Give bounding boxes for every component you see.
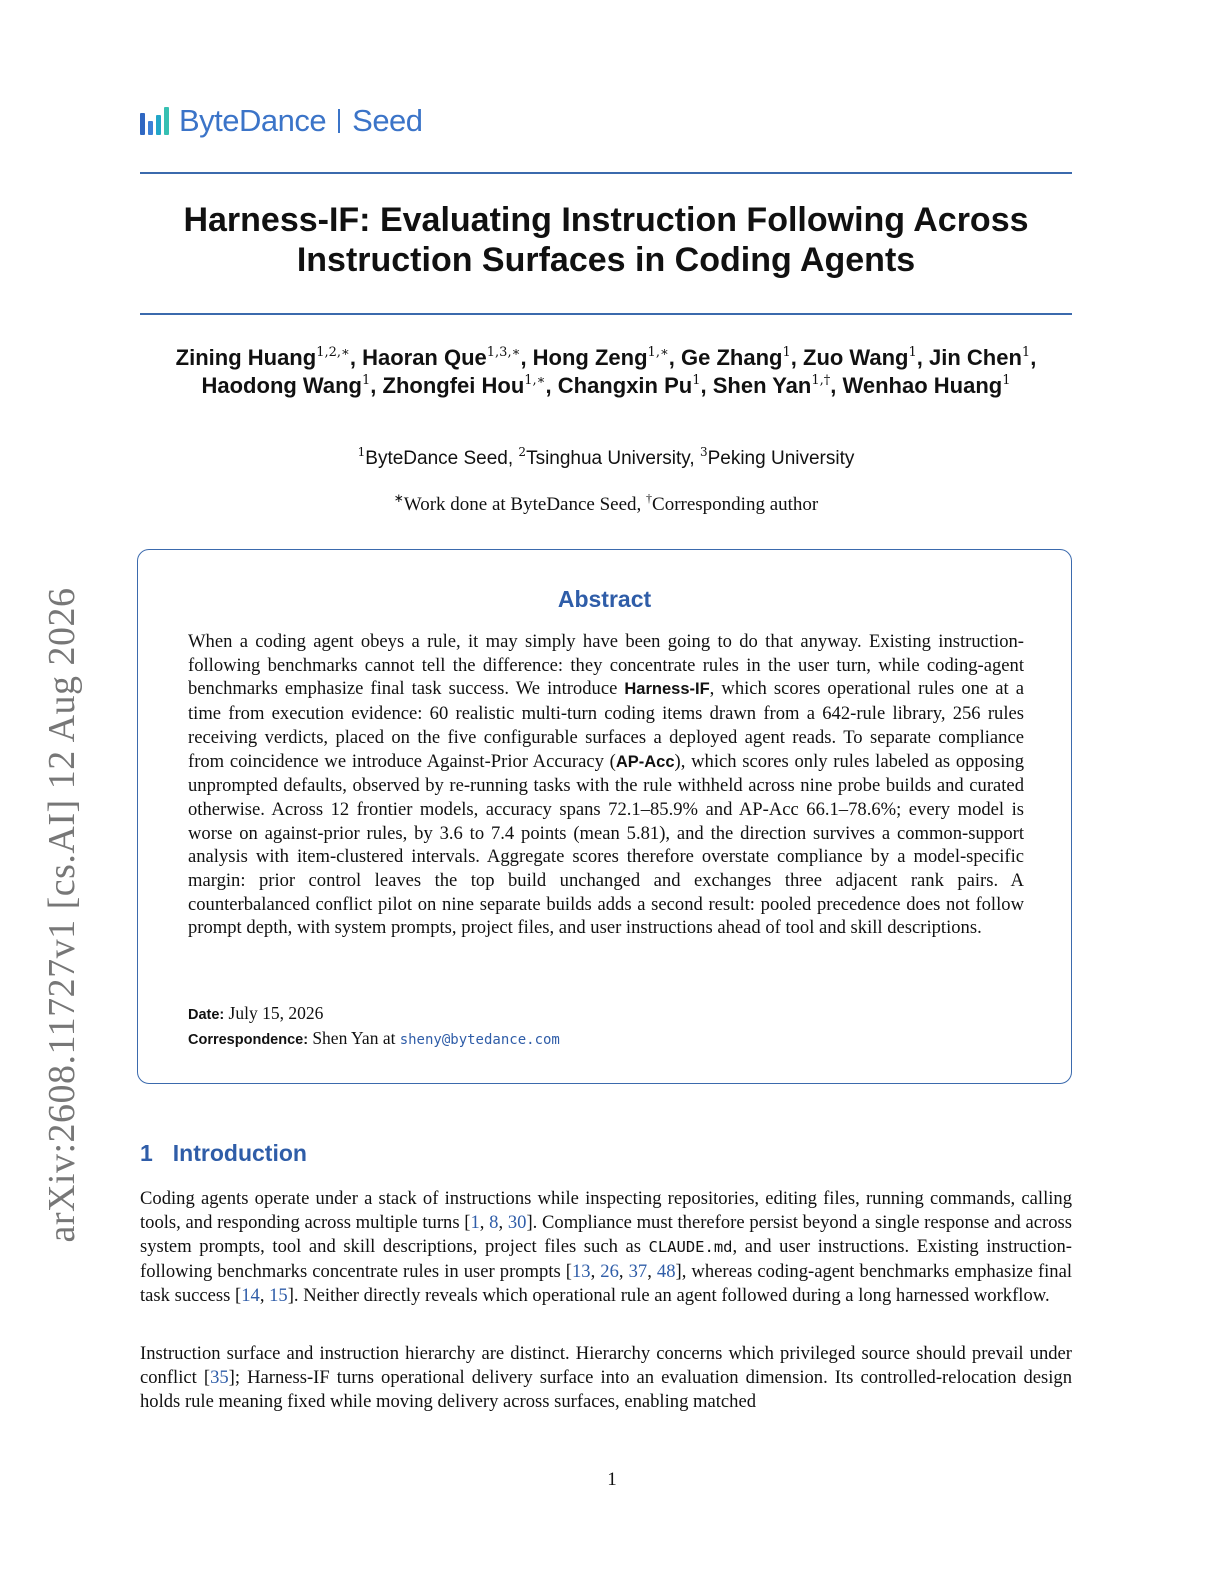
author-name: Jin Chen [929, 345, 1022, 370]
author-note [646, 491, 819, 515]
author [383, 373, 546, 398]
page-number: 1 [607, 1469, 617, 1490]
date-row [188, 1002, 560, 1027]
author-name: Haodong Wang [201, 373, 362, 398]
inline-code: CLAUDE.md [648, 1237, 733, 1256]
title-divider [140, 313, 1072, 315]
author [558, 373, 701, 398]
paragraph-text: , [259, 1284, 270, 1306]
title-line: Harness-IF: Evaluating Instruction Following Across [183, 201, 1029, 239]
note-text: Work done at ByteDance Seed [403, 494, 637, 515]
citation-link[interactable]: 13 [571, 1260, 591, 1282]
affiliation [699, 445, 855, 469]
paragraph-text: ]; Harness-IF turns operational delivery surface into an evaluation dimension. Its controlled-relocation design holds rule meaning fixed while moving delivery across surfaces, enabling matched [140, 1366, 1072, 1412]
abstract-text-part: When a coding agent obeys a rule, it may simply have been going to do that anyway. Existing instruction-following benchmarks cannot tell the difference: they concentrate rules in the user turn, while coding-agent benchmarks emphasize final task success. We introduce [188, 631, 1024, 700]
author [202, 373, 371, 398]
section-number: 1 [140, 1140, 153, 1166]
author-affiliation-mark: 1,∗ [524, 373, 546, 388]
author-affiliation-mark: 1 [362, 373, 371, 388]
paragraph-text: ]. Compliance must therefore persist beyond a single response and across system prompts, tool and skill descriptions, project files such as [140, 1211, 1073, 1257]
author-list: Zining Huang$^{1,2,∗}$, Haoran Que$^{1,3,∗}$, Hong Zeng$^{1,∗}$, Ge Zhang$^1$, Zuo Wang$^1$, Jin Chen$^1$, Haodong Wang$^1$, Zhongfei Hou$^{1,∗}$, Changxin Pu$^1$, Shen Yan$^{1,\dagger}$, Wenhao Huang$^1$ [175, 345, 1037, 398]
logo-separator [338, 109, 340, 133]
author [929, 345, 1030, 370]
affiliation [357, 445, 508, 469]
date-value: July 15, 2026 [228, 1003, 324, 1023]
citation-link[interactable]: 1 [470, 1211, 480, 1233]
author-affiliation-mark: 1 [1021, 345, 1031, 360]
harness-if-keyword: Harness-IF [624, 680, 710, 699]
affiliation-mark: 3 [699, 445, 708, 459]
author [681, 345, 791, 370]
author [176, 345, 350, 370]
affiliation-list: $^1$ByteDance Seed, $^2$Tsinghua University, $^3$Peking University [357, 445, 855, 469]
citation-link[interactable]: 48 [656, 1260, 676, 1282]
author [713, 373, 831, 398]
correspondence-email-link[interactable]: sheny@bytedance.com [399, 1032, 560, 1048]
date-label: Date: [188, 1007, 225, 1023]
correspondence-row [188, 1027, 560, 1052]
affiliation-name: ByteDance Seed [365, 448, 508, 469]
ap-acc-keyword: AP-Acc [615, 752, 675, 771]
author-name: Haoran Que [362, 345, 487, 370]
intro-paragraph-1 [140, 1187, 1072, 1308]
intro-paragraph-2 [140, 1342, 1072, 1414]
logo-division: Seed [352, 103, 423, 138]
author-affiliation-mark: 1,2,∗ [316, 345, 350, 360]
author-affiliation-mark: 1,3,∗ [486, 345, 521, 360]
paragraph-text: , [590, 1260, 601, 1282]
author-affiliation-mark: 1 [908, 345, 917, 360]
paragraph-text: Instruction surface and instruction hierarchy are distinct. Hierarchy concerns which privileged source should prevail under conflict [ [140, 1343, 1072, 1388]
author-name: Zuo Wang [803, 345, 909, 370]
top-divider [140, 172, 1072, 174]
author [843, 373, 1011, 398]
affiliation-mark: 2 [518, 445, 527, 459]
author-affiliation-mark: 1,† [811, 373, 831, 388]
affiliation-name: Tsinghua University [526, 448, 690, 469]
paragraph-text: , [498, 1211, 508, 1233]
logo-bars-icon [140, 107, 169, 135]
correspondence-label: Correspondence: [188, 1032, 309, 1048]
paragraph-text: , [618, 1260, 629, 1282]
author-name: Hong Zeng [532, 345, 648, 370]
logo-brand: ByteDance [179, 103, 327, 138]
citation-link[interactable]: 30 [507, 1211, 527, 1233]
abstract-heading: Abstract [557, 586, 652, 612]
affiliation-mark: 1 [357, 445, 366, 459]
citation-link[interactable]: 35 [210, 1366, 229, 1388]
arxiv-identifier: arXiv:2608.11727v1 [cs.AI] 12 Aug 2026 [41, 587, 83, 1243]
author-affiliation-mark: 1,∗ [647, 345, 669, 360]
section-title: Introduction [172, 1140, 307, 1166]
affiliation [518, 445, 690, 469]
abstract-text-part: ), which scores only rules labeled as opposing unprompted defaults, observed by re-running tasks with the rule withheld across nine probe builds and curated otherwise. Across 12 frontier models, accuracy spans 72.1–85.9% and AP-Acc 66.1–78.6%; every model is worse on against-prior rules, by 3.6 to 7.4 points (mean 5.81), and the direction survives a common-support analysis with item-clustered intervals. Aggregate scores therefore overstate compliance by a model-specific margin: prior control leaves the top build unchanged and exchanges three adjacent rank pairs. A counterbalanced conflict pilot on nine separate builds adds a second result: pooled precedence does not follow prompt depth, with system prompts, project files, and user instructions ahead of tool and skill descriptions. [188, 750, 1024, 939]
author-name: Ge Zhang [681, 345, 783, 370]
correspondence-text: Shen Yan at [312, 1028, 396, 1048]
citation-link[interactable]: 8 [489, 1211, 499, 1233]
abstract-text-part: , which scores operational rules one at a time from execution evidence: 60 realistic multi-turn coding items drawn from a 642-rule library, 256 rules receiving verdicts, placed on the five configurable surfaces a deployed agent reads. To separate compliance from coincidence we introduce Against-Prior Accuracy ( [188, 678, 1024, 772]
paragraph-text: ], whereas coding-agent benchmarks emphasize final task success [ [140, 1260, 1073, 1306]
author-notes: ∗Work done at ByteDance Seed, †Corresponding author [393, 491, 819, 515]
abstract-box [137, 549, 1072, 1084]
paper-title [140, 200, 1072, 280]
paragraph-text: ]. Neither directly reveals which operational rule an agent followed during a long harnessed workflow. [287, 1284, 1050, 1306]
note-mark: ∗ [393, 491, 404, 505]
paragraph-text: , [479, 1211, 490, 1233]
citation-link[interactable]: 37 [628, 1260, 648, 1282]
paragraph-text: , and user instructions. Existing instruction-following benchmarks concentrate rules in user prompts [ [140, 1235, 1072, 1282]
citation-link[interactable]: 26 [600, 1260, 619, 1282]
note-mark: † [646, 491, 653, 505]
author-name: Zining Huang [175, 345, 317, 370]
paragraph-text: Coding agents operate under a stack of instructions while inspecting repositories, editing files, running commands, calling tools, and responding across multiple turns [ [140, 1188, 1072, 1233]
author-name: Shen Yan [712, 373, 812, 398]
abstract-text [188, 630, 1024, 940]
author-affiliation-mark: 1 [692, 373, 701, 388]
author-name: Zhongfei Hou [382, 373, 525, 398]
author [362, 345, 520, 370]
note-text: Corresponding author [652, 494, 819, 515]
author [533, 345, 669, 370]
citation-link[interactable]: 14 [241, 1284, 260, 1306]
author-name: Wenhao Huang [842, 373, 1003, 398]
affiliation-name: Peking University [707, 448, 855, 469]
author [803, 345, 917, 370]
author-name: Changxin Pu [557, 373, 693, 398]
author-affiliation-mark: 1 [1002, 373, 1011, 388]
bytedance-seed-logo [140, 104, 423, 138]
abstract-metadata [188, 1002, 560, 1052]
citation-link[interactable]: 15 [269, 1284, 288, 1306]
author-affiliation-mark: 1 [782, 345, 791, 360]
title-line: Instruction Surfaces in Coding Agents [296, 241, 916, 279]
paragraph-text: , [647, 1260, 657, 1282]
section-heading-introduction [140, 1140, 307, 1167]
